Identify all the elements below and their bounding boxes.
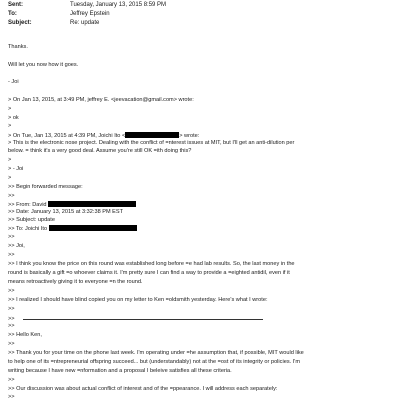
subject-label: Subject:	[8, 19, 32, 26]
quote-line: >>	[8, 252, 15, 258]
quote-line: means retroactively giving it to everyone =n the round.	[8, 279, 143, 285]
quote-line: >>	[8, 193, 15, 199]
quote-line: writing because I have new =nformation and a proposal I beleive satisfies all these criteria.	[8, 368, 232, 374]
quote-header-text: > wrote:	[179, 133, 200, 139]
email-header	[8, 0, 400, 27]
quote-line: >> Joi,	[8, 243, 25, 249]
quote-line: >	[8, 157, 12, 163]
sent-label: Sent:	[8, 1, 23, 8]
quote-line: below. = think it's a very good deal. Assume you're still OK =ith doing this?	[8, 148, 192, 154]
sent-row	[8, 0, 400, 9]
quote-line: >>	[8, 288, 15, 294]
quote-line: >>	[8, 394, 15, 400]
reply-line: Will let you now how it goes.	[8, 62, 79, 68]
forward-header: >> Begin forwarded message:	[8, 184, 83, 190]
quote-divider-text: >>	[8, 316, 15, 322]
quote-line: >	[8, 123, 12, 129]
quote-line: > - Joi	[8, 166, 24, 172]
divider-rule	[23, 314, 263, 320]
to-label: To:	[8, 10, 17, 17]
redaction-bar	[125, 132, 179, 138]
quote-line: >>	[8, 306, 15, 312]
redaction-bar	[49, 225, 137, 231]
quote-line: >>	[8, 341, 15, 347]
quote-divider	[8, 314, 263, 323]
quote-line: >> Hello Ken,	[8, 332, 42, 338]
redaction-bar	[48, 201, 136, 207]
reply-thanks: Thanks.	[8, 44, 28, 50]
quote-line: >	[8, 175, 12, 181]
quote-line: > This is the electronic nose project. Dealing with the conflict of =nterest issues at MIT, but I'll get an anti-dilution per	[8, 140, 295, 146]
quote-line: >	[8, 106, 12, 112]
forward-date: >> Date: January 13, 2015 at 3:32:38 PM EST	[8, 209, 124, 215]
quote-line: to help one of its =ntrepreneurial offspring succeed... but (understandably) not at the =ost of its integrity or policies. I'm	[8, 359, 301, 365]
quote-line: >> I think you know the price on this round was established long before =e had lab results. So, the last money in the	[8, 261, 295, 267]
subject-value: Re: update	[70, 19, 100, 26]
quote-header: > On Jan 13, 2015, at 3:49 PM, jeffrey E. <jeevacation@gmail.com> wrote:	[8, 97, 194, 103]
forward-from	[8, 201, 136, 209]
forward-to	[8, 225, 137, 233]
forward-to-text: >> To: Joichi Ito	[8, 226, 48, 232]
quote-line: round is basically a gift =o whoever claims it. I'm pretty sure I can find a way to provide a =eighted antidil, even if it	[8, 270, 290, 276]
to-row	[8, 9, 400, 18]
forward-subject: >> Subject: update	[8, 217, 55, 223]
reply-signature: - Joi	[8, 79, 19, 85]
quote-line: >> Our discussion was about actual conflict of interest and of the =ppearance. I will address each separately:	[8, 386, 278, 392]
forward-from-text: >> From: David	[8, 202, 47, 208]
quote-line: > ok	[8, 115, 19, 121]
subject-row	[8, 18, 400, 27]
quote-header-text: > On Tue, Jan 13, 2015 at 4:39 PM, Joichi Ito <	[8, 133, 126, 139]
sent-value: Tuesday, January 13, 2015 8:59 PM	[70, 1, 167, 8]
quote-line: >>	[8, 377, 15, 383]
quote-line: >>	[8, 323, 15, 329]
quote-line: >>	[8, 234, 15, 240]
quote-line: >> Thank you for your time on the phone last week. I'm operating under =he assumption that, if possible, MIT would like	[8, 350, 304, 356]
quote-header	[8, 132, 199, 140]
to-value: Jeffrey Epstein	[70, 10, 110, 17]
quote-line: >> I realized I should have blind copied you on my letter to Ken =oldsmith yesterday. Here's what I wrote:	[8, 297, 268, 303]
